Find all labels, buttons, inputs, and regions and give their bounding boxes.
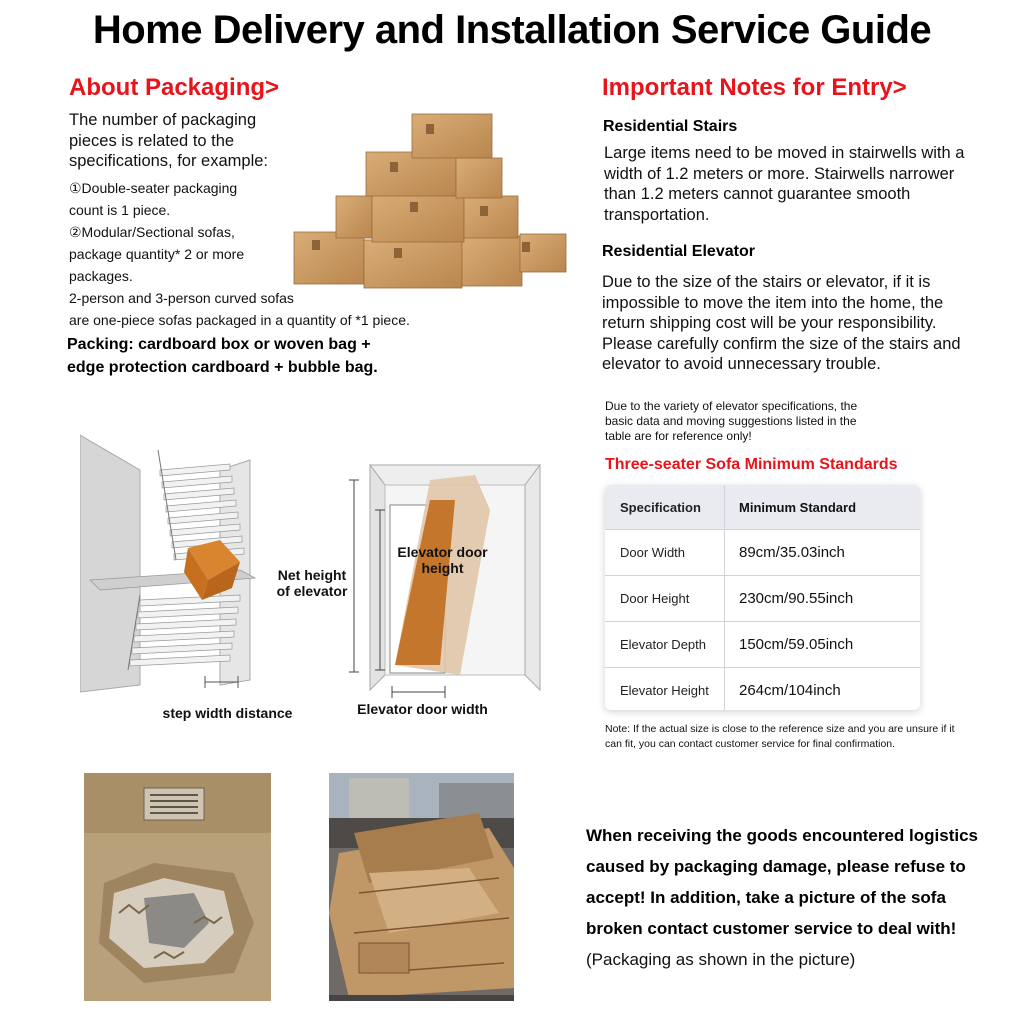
stairwell-diagram [80,430,280,695]
footnote-line: Note: If the actual size is close to the reference size and you are unsure if it [605,723,955,735]
receiving-notice [586,820,1006,975]
receiving-line: accept! In addition, take a picture of the sofa [586,888,946,907]
table-header-cell: Minimum Standard [739,499,857,515]
table-row [605,529,920,575]
packing-line: Packing: cardboard box or woven bag + [67,336,371,353]
stairs-text [604,143,1004,225]
packaging-item: packages. [69,268,133,284]
page-title: Home Delivery and Installation Service Guide [92,8,932,52]
packing-line: edge protection cardboard + bubble bag. [67,359,378,376]
stairs-text-line: Large items need to be moved in stairwells with a [604,144,965,162]
elevator-title: Residential Elevator [602,243,755,260]
table-cell: 264cm/104inch [739,682,841,699]
damaged-box-photo-2 [329,773,514,1001]
packaging-item: ②Modular/Sectional sofas, [69,224,235,240]
stairs-text-line: than 1.2 meters cannot guarantee smooth [604,185,911,203]
net-height-line: of elevator [276,583,348,599]
table-cell: 150cm/59.05inch [739,636,854,653]
elevator-text-line: Please carefully confirm the size of the stairs and [602,334,961,353]
variety-note-line: table are for reference only! [605,429,752,443]
packaging-item: count is 1 piece. [69,202,171,218]
stairs-text-line: transportation. [604,205,710,224]
packaging-intro-line: The number of packaging [69,111,257,129]
receiving-caption: (Packaging as shown in the picture) [586,950,856,969]
packaging-item: 2-person and 3-person curved sofas [69,290,294,306]
variety-note [605,399,905,444]
footnote-line: can fit, you can contact customer service for final confirmation. [605,738,896,750]
packaging-item: package quantity* 2 or more [69,246,245,262]
table-header-cell: Specification [605,485,725,529]
packaging-heading: About Packaging> [69,74,280,101]
packaging-item: ①Double-seater packaging [69,180,238,196]
door-width-label: Elevator door width [357,701,488,717]
table-cell: Elevator Height [605,668,725,710]
table-cell: Elevator Depth [605,622,725,667]
stairs-text-line: width of 1.2 meters or more. Stairwells narrower [604,164,955,183]
table-row [605,667,920,710]
table-cell: Door Height [605,576,725,621]
packaging-item: are one-piece sofas packaged in a quantity of *1 piece. [69,312,410,328]
receiving-line: broken contact customer service to deal with! [586,919,957,938]
packing-materials [67,333,427,379]
damaged-box-photo-1 [84,773,271,1001]
receiving-line: When receiving the goods encountered logistics [586,826,979,845]
stairs-title: Residential Stairs [603,118,738,135]
table-header-row [605,485,920,529]
elevator-text-line: return shipping cost will be your responsibility. [602,314,937,332]
net-height-line: Net height [277,567,347,583]
door-height-line: height [421,560,464,576]
elevator-text-line: impossible to move the item into the home, the [602,293,944,312]
elevator-text-line: elevator to avoid unnecessary trouble. [602,355,881,373]
cardboard-boxes-image [290,110,580,290]
door-height-label [380,544,505,576]
standards-table [605,485,920,710]
table-footnote [605,722,975,752]
elevator-diagram [340,460,550,700]
net-height-label [262,567,362,599]
table-row [605,621,920,667]
table-row [605,575,920,621]
table-cell: 89cm/35.03inch [739,544,845,561]
packaging-intro [69,110,309,172]
table-cell: 230cm/90.55inch [739,590,854,607]
packaging-intro-line: specifications, for example: [69,152,269,170]
elevator-text [602,272,1012,375]
variety-note-line: Due to the variety of elevator specifications, the [605,399,858,413]
door-height-line: Elevator door [397,544,488,560]
elevator-text-line: Due to the size of the stairs or elevator, if it is [602,273,931,291]
entry-heading: Important Notes for Entry> [602,74,907,101]
variety-note-line: basic data and moving suggestions listed in the [605,414,857,428]
step-width-label: step width distance [162,705,293,721]
packaging-intro-line: pieces is related to the [69,131,235,150]
table-cell: Door Width [605,530,725,575]
receiving-line: caused by packaging damage, please refuse to [586,857,966,876]
standards-title: Three-seater Sofa Minimum Standards [605,456,898,473]
